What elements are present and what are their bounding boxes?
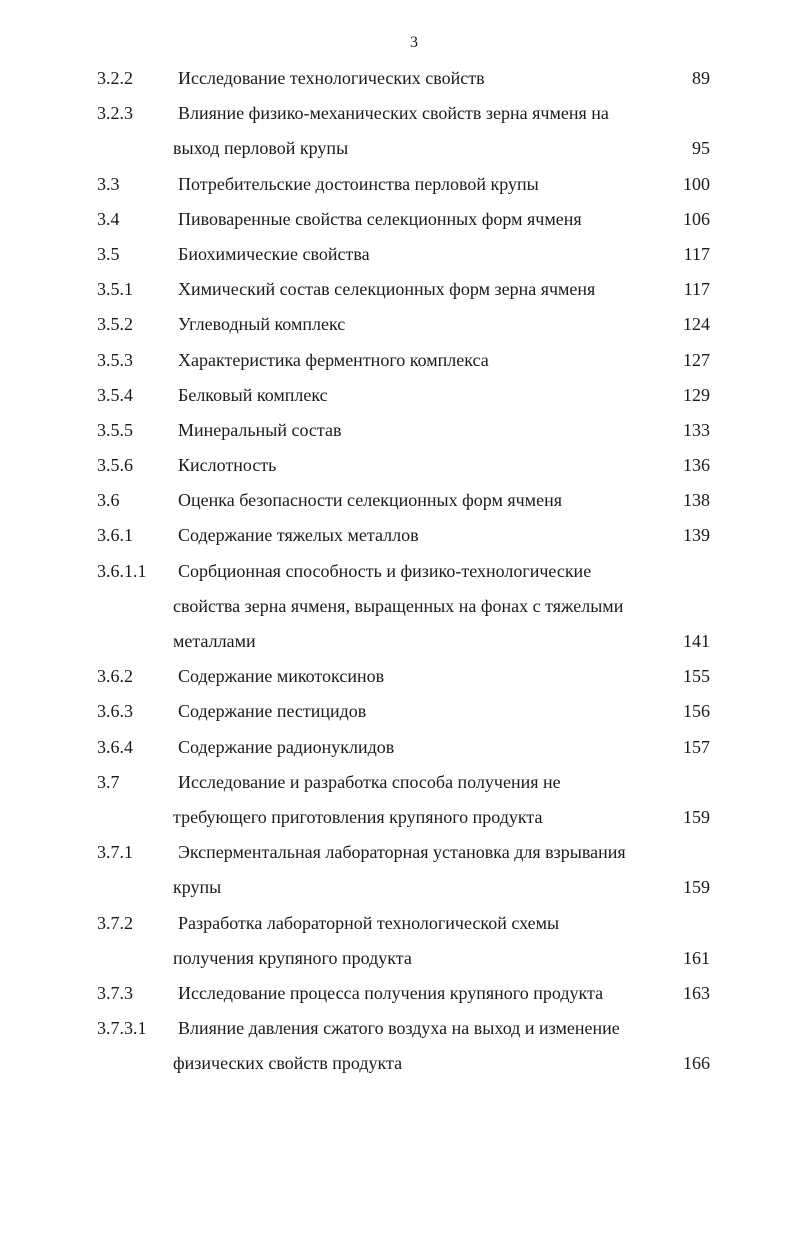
toc-entry xyxy=(0,730,793,765)
toc-entry-title: Химический состав селекционных форм зерна ячменя xyxy=(178,279,596,300)
toc-entry-page: 157 xyxy=(683,736,710,757)
toc-entry-title: Исследование процесса получения крупяного продукта xyxy=(178,982,604,1003)
toc-entry-line xyxy=(0,237,793,272)
toc-entry-page: 156 xyxy=(683,701,710,722)
toc-entry-page: 106 xyxy=(683,208,710,229)
toc-entry-line xyxy=(0,976,793,1011)
toc-entry-title: Исследование технологических свойств xyxy=(178,68,485,88)
toc-entry xyxy=(0,272,793,307)
toc-entry xyxy=(0,167,793,202)
toc-entry-number: 3.6.3 xyxy=(97,701,133,722)
toc-entry xyxy=(0,554,793,660)
toc-entry-number: 3.5.4 xyxy=(97,384,133,405)
toc-entry-number: 3.6.1.1 xyxy=(97,560,147,581)
toc-entry-line xyxy=(0,694,793,729)
toc-entry-line xyxy=(0,554,793,589)
toc-entry-title: получения крупяного продукта xyxy=(173,947,412,968)
toc-entry-title: крупы xyxy=(173,877,222,898)
toc-entry xyxy=(0,96,793,166)
toc-entry-title: Пивоваренные свойства селекционных форм ячменя xyxy=(178,208,582,229)
toc-entry xyxy=(0,1011,793,1081)
toc-entry-page: 155 xyxy=(683,666,710,687)
toc-entry-page: 166 xyxy=(683,1053,710,1074)
toc-entry xyxy=(0,343,793,378)
toc-entry-number: 3.7.3.1 xyxy=(97,1018,147,1039)
toc-entry-line xyxy=(0,1011,793,1046)
toc-entry-line xyxy=(0,131,793,166)
table-of-contents xyxy=(0,61,793,1081)
toc-entry-title: Влияние давления сжатого воздуха на выход и изменение xyxy=(178,1018,620,1039)
toc-entry-number: 3.7 xyxy=(97,771,120,792)
toc-entry-title: Кислотность xyxy=(178,455,277,476)
toc-entry-number: 3.6.2 xyxy=(97,666,133,687)
toc-entry-number: 3.5 xyxy=(97,243,120,264)
page-number: 3 xyxy=(410,34,418,51)
toc-entry-line xyxy=(0,941,793,976)
toc-entry-line xyxy=(0,1046,793,1081)
toc-entry-page: 117 xyxy=(683,243,710,264)
toc-entry xyxy=(0,483,793,518)
toc-entry xyxy=(0,413,793,448)
toc-entry-line xyxy=(0,167,793,202)
toc-entry-page: 127 xyxy=(683,349,710,370)
toc-entry-page: 124 xyxy=(683,314,710,335)
toc-entry-line xyxy=(0,343,793,378)
toc-entry-line xyxy=(0,906,793,941)
toc-entry xyxy=(0,237,793,272)
toc-entry-title: Характеристика ферментного комплекса xyxy=(178,349,489,370)
toc-entry-number: 3.2.3 xyxy=(97,103,133,124)
toc-entry-title: Содержание радионуклидов xyxy=(178,736,395,757)
toc-entry xyxy=(0,765,793,835)
toc-entry-number: 3.6.1 xyxy=(97,525,133,546)
toc-entry-title: Белковый комплекс xyxy=(178,384,328,405)
toc-entry-number: 3.7.2 xyxy=(97,912,133,933)
toc-entry-title: Сорбционная способность и физико-технологические xyxy=(178,560,592,581)
toc-entry-title: Эксперментальная лабораторная установка для взрывания xyxy=(178,842,626,863)
toc-entry-title: Содержание тяжелых металлов xyxy=(178,525,419,546)
toc-entry-number: 3.7.3 xyxy=(97,982,133,1003)
toc-entry-number: 3.4 xyxy=(97,208,120,229)
toc-entry-title: выход перловой крупы xyxy=(173,138,349,159)
toc-entry-title: свойства зерна ячменя, выращенных на фонах с тяжелыми xyxy=(173,595,624,616)
toc-entry-page: 129 xyxy=(683,384,710,405)
toc-entry-line xyxy=(0,870,793,905)
toc-entry-page: 159 xyxy=(683,877,710,898)
toc-entry-line xyxy=(0,61,793,96)
toc-entry xyxy=(0,518,793,553)
toc-entry-line xyxy=(0,624,793,659)
toc-entry-line xyxy=(0,483,793,518)
toc-entry-title: Содержание пестицидов xyxy=(178,701,367,722)
toc-entry-line xyxy=(0,307,793,342)
toc-entry xyxy=(0,906,793,976)
toc-entry-line xyxy=(0,518,793,553)
toc-entry-page: 136 xyxy=(683,455,710,476)
toc-entry-page: 89 xyxy=(692,68,710,88)
toc-entry-page: 95 xyxy=(692,138,710,159)
toc-entry-title: металлами xyxy=(173,631,256,651)
toc-entry-line xyxy=(0,96,793,131)
toc-entry-page: 139 xyxy=(683,525,710,546)
toc-entry-title: физических свойств продукта xyxy=(173,1053,403,1074)
toc-entry-line xyxy=(0,659,793,694)
toc-entry-line xyxy=(0,589,793,624)
toc-entry-line xyxy=(0,800,793,835)
toc-entry-number: 3.5.2 xyxy=(97,314,133,335)
toc-entry-page: 159 xyxy=(683,806,710,827)
toc-entry-number: 3.5.1 xyxy=(97,279,133,300)
toc-entry-number: 3.2.2 xyxy=(97,68,133,88)
toc-entry-number: 3.6 xyxy=(97,490,120,511)
toc-entry xyxy=(0,61,793,96)
toc-entry xyxy=(0,378,793,413)
toc-entry-number: 3.7.1 xyxy=(97,842,133,863)
toc-entry-line xyxy=(0,413,793,448)
toc-entry-title: Исследование и разработка способа получения не xyxy=(178,771,561,792)
toc-entry-title: Разработка лабораторной технологической схемы xyxy=(178,912,560,933)
toc-entry xyxy=(0,202,793,237)
toc-entry-line xyxy=(0,272,793,307)
toc-entry-line xyxy=(0,765,793,800)
toc-entry xyxy=(0,448,793,483)
toc-entry xyxy=(0,659,793,694)
toc-entry xyxy=(0,835,793,905)
toc-entry-title: Влияние физико-механических свойств зерна ячменя на xyxy=(178,103,609,124)
toc-entry-line xyxy=(0,378,793,413)
toc-entry xyxy=(0,694,793,729)
toc-entry-number: 3.6.4 xyxy=(97,736,133,757)
toc-entry-line xyxy=(0,448,793,483)
toc-entry-title: Углеводный комплекс xyxy=(178,314,346,335)
toc-entry-title: требующего приготовления крупяного продукта xyxy=(173,806,543,827)
toc-entry-number: 3.3 xyxy=(97,173,120,194)
toc-entry-number: 3.5.6 xyxy=(97,455,133,476)
toc-entry-title: Минеральный состав xyxy=(178,419,342,440)
toc-entry-page: 138 xyxy=(683,490,710,511)
toc-entry-title: Потребительские достоинства перловой крупы xyxy=(178,173,539,194)
toc-entry-line xyxy=(0,730,793,765)
toc-entry-page: 141 xyxy=(683,631,710,651)
toc-entry-page: 117 xyxy=(683,279,710,300)
toc-entry-page: 161 xyxy=(683,947,710,968)
toc-entry-page: 100 xyxy=(683,173,710,194)
toc-entry xyxy=(0,976,793,1011)
toc-entry-title: Содержание микотоксинов xyxy=(178,666,385,687)
toc-entry-title: Биохимические свойства xyxy=(178,243,370,264)
toc-entry-number: 3.5.3 xyxy=(97,349,133,370)
toc-entry-title: Оценка безопасности селекционных форм ячменя xyxy=(178,490,562,511)
toc-entry-line xyxy=(0,202,793,237)
toc-entry-number: 3.5.5 xyxy=(97,419,133,440)
toc-entry-page: 163 xyxy=(683,982,710,1003)
toc-entry xyxy=(0,307,793,342)
toc-entry-line xyxy=(0,835,793,870)
toc-entry-page: 133 xyxy=(683,419,710,440)
